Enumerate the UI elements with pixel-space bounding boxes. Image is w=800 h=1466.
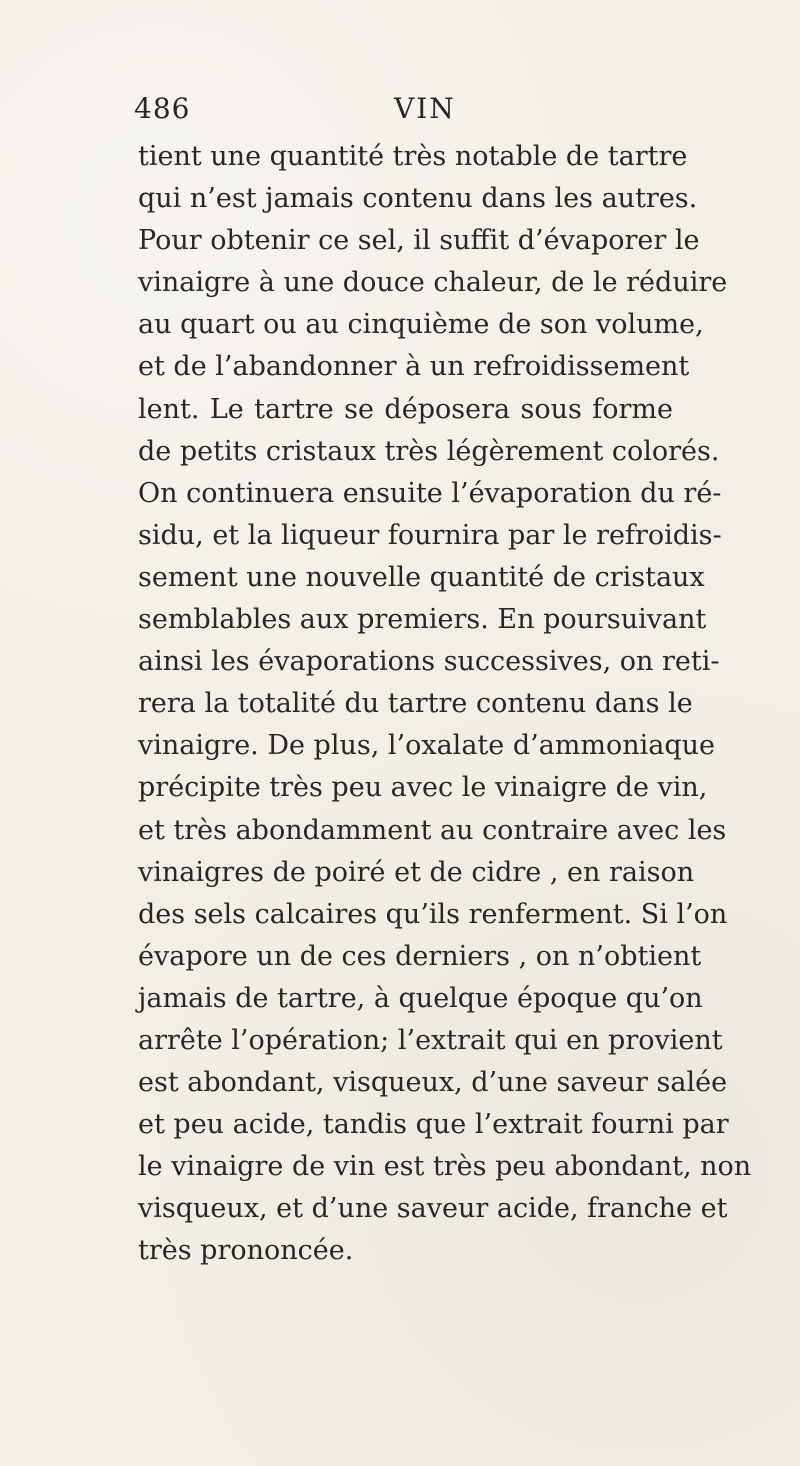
- body-paragraph: [138, 136, 752, 1273]
- text-line: sidu, et la liqueur fournira par le refroidis-: [138, 519, 722, 551]
- text-line: et peu acide, tandis que l’extrait fourni par: [138, 1109, 729, 1141]
- text-line: ainsi les évaporations successives, on reti-: [138, 646, 720, 678]
- text-line: visqueux, et d’une saveur acide, franche et: [138, 1193, 728, 1225]
- text-line: lent. Le tartre se déposera sous forme: [138, 393, 673, 425]
- text-line: précipite très peu avec le vinaigre de vin,: [138, 772, 708, 804]
- text-line: vinaigre. De plus, l’oxalate d’ammoniaque: [138, 730, 716, 762]
- text-line: Pour obtenir ce sel, il suffit d’évaporer le: [138, 225, 700, 257]
- running-head: VIN: [394, 92, 456, 125]
- text-line: au quart ou au cinquième de son volume,: [138, 309, 704, 341]
- text-line: tient une quantité très notable de tartre: [138, 141, 688, 172]
- text-line: des sels calcaires qu’ils renferment. Si l’on: [138, 898, 728, 930]
- text-line: vinaigre à une douce chaleur, de le réduire: [138, 267, 728, 299]
- text-line: est abondant, visqueux, d’une saveur salée: [138, 1067, 728, 1099]
- text-line: et très abondamment au contraire avec les: [138, 814, 727, 846]
- text-line: arrête l’opération; l’extrait qui en provient: [138, 1024, 723, 1056]
- text-line: le vinaigre de vin est très peu abondant, non: [138, 1151, 752, 1183]
- text-line: et de l’abandonner à un refroidissement: [138, 351, 690, 383]
- text-line: jamais de tartre, à quelque époque qu’on: [138, 982, 703, 1014]
- text-line: vinaigres de poiré et de cidre , en raison: [138, 856, 695, 888]
- text-line: semblables aux premiers. En poursuivant: [138, 604, 707, 636]
- text-line: sement une nouvelle quantité de cristaux: [138, 561, 705, 593]
- text-line: qui n’est jamais contenu dans les autres.: [138, 183, 698, 215]
- text-line: de petits cristaux très légèrement colorés.: [138, 435, 720, 467]
- text-line: On continuera ensuite l’évaporation du ré-: [138, 477, 722, 509]
- text-line: très prononcée.: [138, 1235, 354, 1267]
- page-header: [132, 92, 672, 132]
- page-number: 486: [134, 92, 191, 125]
- text-line: évapore un de ces derniers , on n’obtient: [138, 940, 702, 972]
- text-line: rera la totalité du tartre contenu dans le: [138, 688, 693, 720]
